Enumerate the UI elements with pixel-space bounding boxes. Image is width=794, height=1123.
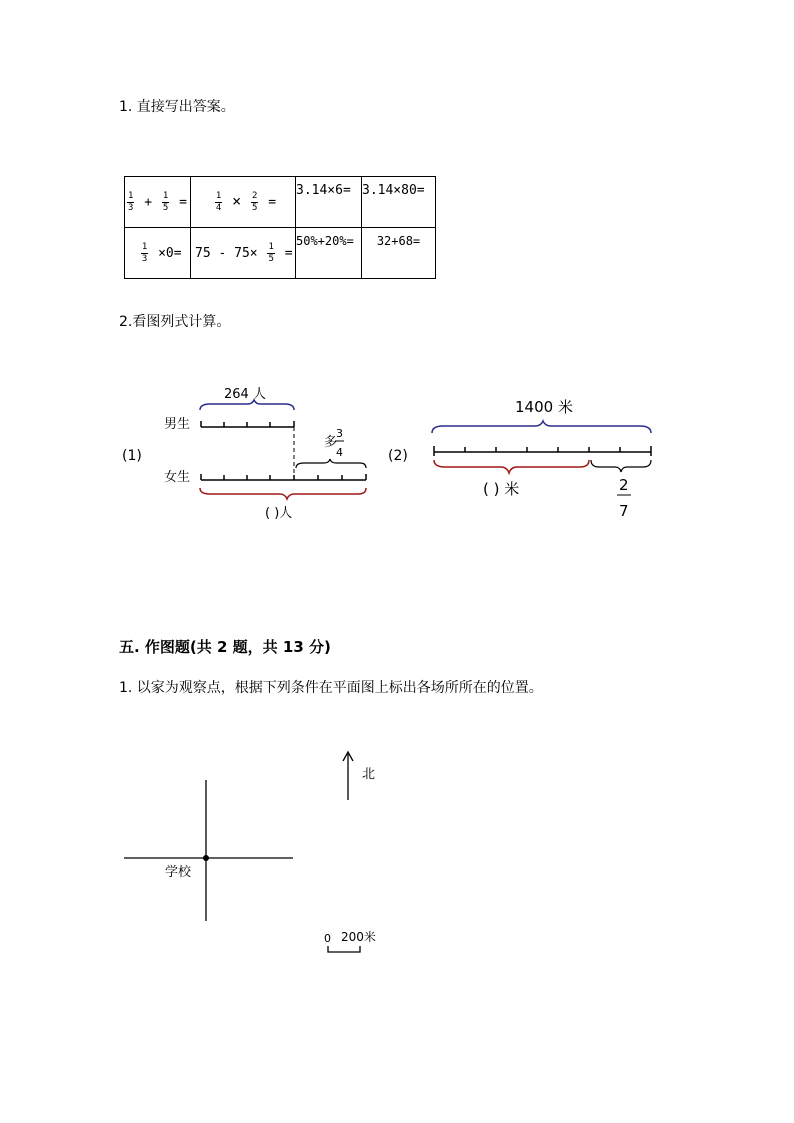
cell-1-4: 3.14×80= — [362, 177, 436, 228]
more-label: 多 — [324, 435, 338, 450]
girls-answer-label: ( )人 — [265, 506, 293, 521]
q1-title: 1. 直接写出答案。 — [119, 99, 235, 115]
section-5-title: 五. 作图题(共 2 题，共 13 分) — [119, 638, 331, 656]
fraction-brace — [591, 460, 651, 472]
cell-2-4: 32+68= — [362, 228, 436, 279]
diagram-2 — [385, 390, 675, 525]
girls-ticks — [201, 474, 366, 480]
total-value-label: 1400 米 — [515, 398, 573, 416]
diagram-2-label: (2) — [388, 448, 408, 464]
boys-label: 男生 — [164, 417, 191, 432]
road-ticks — [434, 446, 651, 456]
girls-label: 女生 — [164, 470, 191, 485]
scale-zero-label: 0 — [324, 932, 331, 945]
cell-2-1: $\frac{1}{3}$ ×0= — [125, 228, 191, 279]
cell-1-1: $\frac{1}{3}$ + $\frac{1}{5}$ = — [125, 177, 191, 228]
boys-value-label: 264 人 — [224, 387, 266, 402]
boys-ticks — [201, 421, 294, 427]
school-point — [203, 855, 209, 861]
diagram-1-label: (1) — [122, 448, 142, 464]
scale-label: 200米 — [341, 930, 376, 944]
school-label: 学校 — [165, 865, 192, 880]
girls-brace — [200, 488, 366, 499]
road-answer-label: ( ) 米 — [483, 480, 520, 498]
cell-1-2: $\frac{1}{4}$ × $\frac{2}{5}$ = — [191, 177, 296, 228]
road-frac-den: 7 — [619, 502, 629, 520]
more-brace — [296, 459, 366, 468]
cell-1-3: 3.14×6= — [296, 177, 362, 228]
diagram-1 — [110, 380, 390, 530]
scale-bar — [328, 946, 360, 952]
q2-title: 2.看图列式计算。 — [119, 314, 231, 330]
mental-math-table — [124, 176, 436, 279]
answer-brace — [434, 460, 589, 473]
map-diagram — [110, 740, 400, 970]
cell-2-3: 50%+20%= — [296, 228, 362, 279]
q3-title: 1. 以家为观察点，根据下列条件在平面图上标出各场所所在的位置。 — [119, 680, 543, 696]
cell-2-2: 75 - 75× $\frac{1}{5}$ = — [191, 228, 296, 279]
total-brace — [432, 421, 651, 433]
more-frac-den: 4 — [336, 446, 343, 459]
more-frac-num: 3 — [336, 427, 343, 440]
road-frac-num: 2 — [619, 476, 629, 494]
north-label: 北 — [362, 767, 376, 782]
